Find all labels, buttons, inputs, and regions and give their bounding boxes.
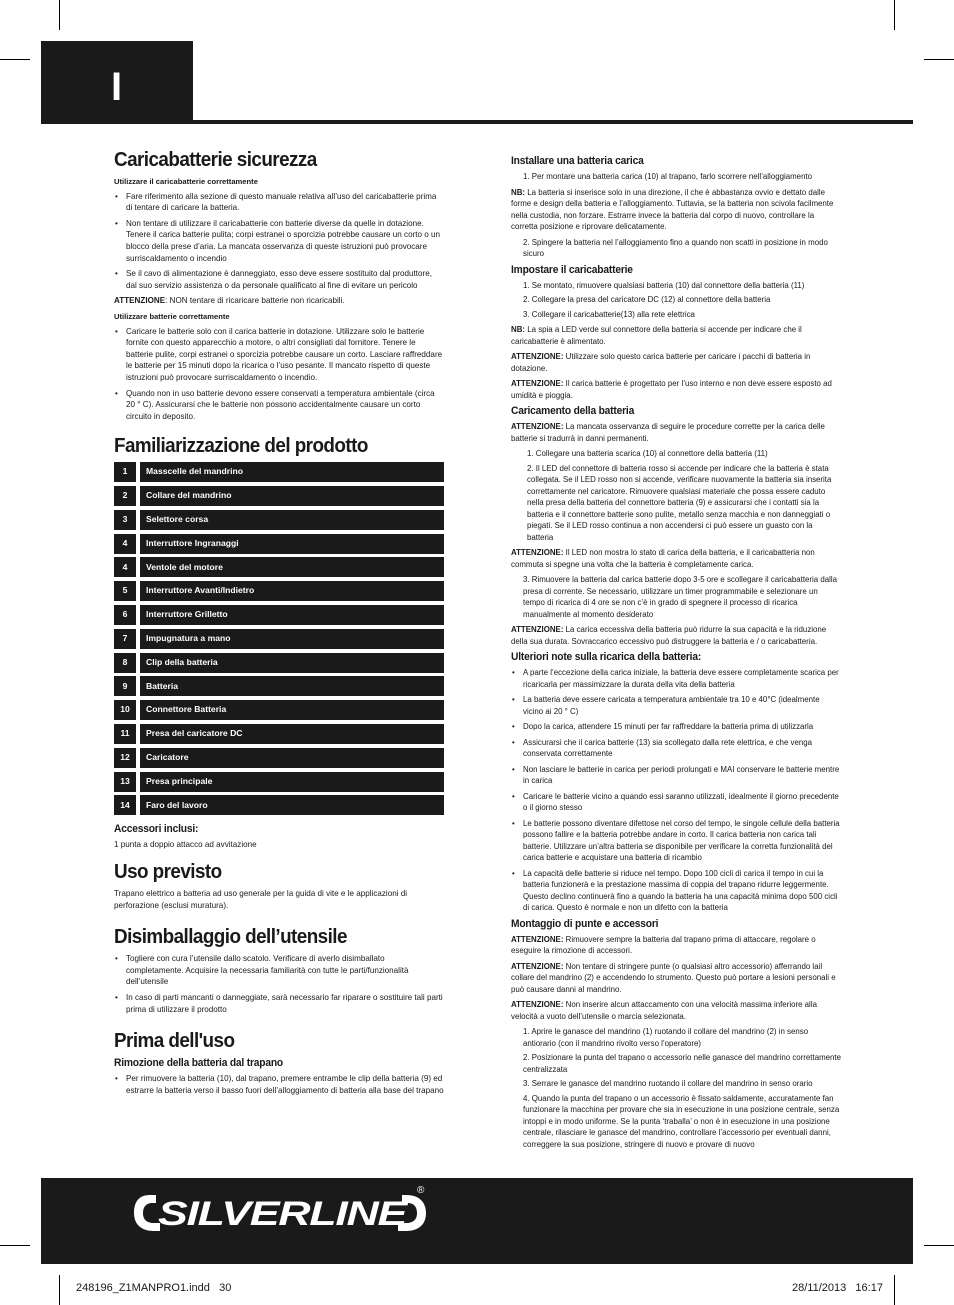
section-title: Familiarizzazione del prodotto: [114, 434, 368, 458]
section-title: Caricabatterie sicurezza: [114, 148, 317, 171]
part-row: [114, 629, 444, 649]
part-name: Interruttore Ingranaggi: [140, 534, 444, 554]
part-name: Interruttore Grilletto: [140, 605, 444, 625]
list-item: • Caricare le batterie solo con il carica batterie in dotazione. Utilizzare solo le batterie fornite con questo apparecchio a motore, o altri consigliati dal fornitore. Tenere le batterie pulite, corpi estranei o sporcizia potrebbe causare un corto. Lasciare raffreddare le batterie per 15 minuti dopo la ricarica o l’uso pesante. Il mancato rispetto di queste istruzioni può provocare surriscaldamento o incendio.: [126, 326, 444, 384]
step-text: 3. Rimuovere la batteria dal carica batterie dopo 3-5 ore e scollegare il caricabatteria dalla presa di corrente. Se necessario, utilizzare un timer programmabile e selezionare un tempo di ricarica di 4 ore se non c’è in grado di spegnere il processo di ricarica manualmente al momento desiderato: [523, 575, 838, 619]
charging-section: [511, 405, 841, 647]
part-name: Collare del mandrino: [140, 486, 444, 506]
crop-mark: [0, 1245, 30, 1246]
list-item: • Le batterie possono diventare difettose nel corso del tempo, le singole cellule della batteria possono fallire e la batteria potrebbe andare in corto. Il carica batteria non carica tali batterie. Utilizzare un’altra batteria se disponibile per verificare la corretta funzionalità del carica batterie e acquistare una batteria di ricambio: [523, 818, 841, 864]
crop-mark: [59, 1275, 60, 1305]
part-name: Selettore corsa: [140, 510, 444, 530]
part-row: [114, 748, 444, 768]
step-text: 3. Serrare le ganasce del mandrino ruotando il collare del mandrino in senso orario: [523, 1079, 813, 1088]
part-row: [114, 557, 444, 577]
list-item: • Fare riferimento alla sezione di questo manuale relativa all’uso del caricabatterie prima di tentare di caricare la batteria.: [126, 191, 444, 214]
before-use-section: [114, 1029, 444, 1096]
warning-text: Il LED non mostra lo stato di carica della batteria, e il caricabatteria non commuta si spegne una volta che la batteria è completamente carica.: [511, 548, 815, 569]
bits-section: [511, 918, 841, 1151]
crop-mark: [924, 1245, 954, 1246]
subsection-title: Impostare il caricabatterie: [511, 263, 633, 276]
warning-label: ATTENZIONE:: [511, 625, 564, 634]
list-item: • Per rimuovere la batteria (10), dal trapano, premere entrambe le clip della batteria (9) ed estrarre la batteria verso il basso fuori dell’alloggiamento di batteria alla base del trapano: [126, 1073, 444, 1096]
unpacking-section: [114, 925, 444, 1015]
part-row: [114, 605, 444, 625]
part-name: Batteria: [140, 676, 444, 696]
list-item: • A parte l’eccezione della carica iniziale, la batteria deve essere completamente scarica per ricaricarla per massimizzare la durata della vita della batteria: [523, 667, 841, 690]
warning-label: ATTENZIONE:: [511, 548, 564, 557]
warning-text: Non inserire alcun attaccamento con una velocità massima inferiore alla velocità a vuoto dell’utensile o marcia selezionata.: [511, 1000, 817, 1021]
list-item: • Quando non in uso batterie devono essere conservati a temperatura ambientale (circa 20 ° C). Assicurarsi che le batterie non possono accidentalmente causare un corto circuito in deposito.: [126, 388, 444, 423]
language-tab: [41, 41, 193, 123]
part-name: Masscelle del mandrino: [140, 462, 444, 482]
warning-paragraph: [511, 547, 841, 570]
part-number: 6: [114, 605, 136, 625]
intended-use-section: [114, 860, 444, 911]
step-text: 3. Collegare il caricabatterie(13) alla rete elettrica: [523, 309, 695, 319]
warning-paragraph: [114, 295, 444, 307]
part-name: Impugnatura a mano: [140, 629, 444, 649]
notes-section: [511, 651, 841, 914]
part-number: 4: [114, 557, 136, 577]
parts-table: [114, 462, 444, 815]
list-item: • Non lasciare le batterie in carica per periodi prolungati e MAI conservare le batterie mentre in carica: [523, 764, 841, 787]
part-row: [114, 676, 444, 696]
part-number: 5: [114, 581, 136, 601]
warning-paragraph: [511, 999, 841, 1022]
part-name: Ventole del motore: [140, 557, 444, 577]
familiarisation-section: [114, 434, 444, 851]
subsection-title: Installare una batteria carica: [511, 155, 644, 167]
part-number: 3: [114, 510, 136, 530]
note-label: NB:: [511, 187, 526, 197]
part-row: [114, 510, 444, 530]
part-name: Interruttore Avanti/Indietro: [140, 581, 444, 601]
registered-mark: ®: [417, 1185, 425, 1196]
warning-text: La mancata osservanza di seguire le procedure corrette per la carica delle batterie si tradurrà in danni permanenti.: [511, 422, 825, 443]
warning-label: ATTENZIONE:: [511, 422, 564, 431]
note-paragraph: [511, 187, 841, 233]
header-rule: [41, 120, 913, 124]
note-text: La batteria si inserisce solo in una direzione, il che è abbastanza ovvio e dettato dalle forme e design della batteria e l’alloggiamento. Tuttavia, se la batteria non scivola facilmente nella custodia, non forzare. Estrarre invece la batteria dal corpo di nuovo, controllare la corretta posizione e riprovare delicatamente.: [511, 187, 834, 231]
part-row: [114, 581, 444, 601]
warning-text: Rimuovere sempre la batteria dal trapano prima di attaccare, regolare o eseguire la rimozione di accessori.: [511, 934, 816, 955]
subsection-title: Caricamento della batteria: [511, 405, 635, 417]
list-item: • Caricare le batterie vicino a quando essi saranno utilizzati, idealmente il giorno precedente o il giorno stesso: [523, 791, 841, 814]
bullet-list: [511, 667, 841, 914]
part-name: Faro del lavoro: [140, 795, 444, 815]
warning-text: La carica eccessiva della batteria può ridurre la sua capacità e la riduzione della sua durata. Sovraccarico eccessivo può distruggere la batteria e / o caricabatteria.: [511, 625, 827, 646]
step-text: 1. Se montato, rimuovere qualsiasi batteria (10) dal connettore della batteria (11): [523, 280, 805, 290]
step-text: 2. Posizionare la punta del trapano o accessorio nelle ganasce del mandrino correttamente centralizzata: [523, 1053, 842, 1074]
part-number: 8: [114, 653, 136, 673]
bullet-list: [114, 191, 444, 292]
step-text: 2. Spingere la batteria nel l’alloggiamento fino a quando non scatti in posizione in modo sicuro: [523, 237, 828, 258]
intended-use-text: Trapano elettrico a batteria ad uso generale per la guida di vite e le applicazioni di perforazione (esclusi muratura).: [114, 889, 408, 910]
part-name: Clip della batteria: [140, 653, 444, 673]
warning-paragraph: [511, 624, 841, 647]
warning-label: ATTENZIONE:: [511, 961, 564, 971]
part-row: [114, 486, 444, 506]
warning-text: Il carica batterie è progettato per l’uso interno e non deve essere esposto ad umidità e pioggia.: [511, 379, 832, 400]
part-number: 13: [114, 772, 136, 792]
brand-name: SILVERLINE: [158, 1195, 410, 1233]
part-row: [114, 534, 444, 554]
crop-mark: [0, 59, 30, 60]
part-row: [114, 700, 444, 720]
step-text: 4. Quando la punta del trapano o un accessorio è fissato saldamente, accuratamente fan funzionare la macchina per provare che sia in esecuzione in una posizione centrale, senza intoppi e in modo uniforme. Se la punta ‘traballa’ o non è in esecuzione in una posizione centrale, rilasciare le ganasce del mandrino, controllare l’accessorio per eventuali danni, correggere la sua posizione, stringere di nuovo e provare di nuovo: [523, 1093, 840, 1149]
subheading: Utilizzare il caricabatterie correttamente: [114, 177, 258, 186]
accessories-text: 1 punta a doppio attacco ad avvitazione: [114, 840, 257, 850]
part-number: 7: [114, 629, 136, 649]
part-number: 2: [114, 486, 136, 506]
subsection-title: Montaggio di punte e accessori: [511, 917, 659, 930]
install-section: [511, 155, 841, 260]
left-column: [114, 148, 444, 1105]
warning-text: : NON tentare di ricaricare batterie non ricaricabili.: [165, 296, 345, 306]
warning-label: ATTENZIONE:: [511, 934, 564, 944]
step-text: 2. Il LED del connettore di batteria rosso si accende per indicare che la batteria è stata collegata. Se il LED rosso non si accende, verificare nuovamente la batteria sia inserita correttamente nel caricatore. Rimuovere qualsiasi materiale che possa essere caduto nella presa della batteria del connettore batteria (9) e assicurarsi che i contatti sia la batteria e il connettore batterie sono pulite, metallo senza macchia e non danneggiati o piegati. Se il LED rosso continua a non accendersi ci può essere un guasto con la batteria: [527, 463, 832, 542]
step-text: 1. Aprire le ganasce del mandrino (1) ruotando il collare del mandrino (2) in senso antiorario (con il mandrino rivolto verso l’operatore): [523, 1027, 809, 1048]
warning-label: ATTENZIONE:: [511, 1000, 564, 1009]
crop-mark: [59, 0, 60, 30]
part-row: [114, 462, 444, 482]
right-column: [511, 152, 841, 1154]
part-name: Caricatore: [140, 748, 444, 768]
list-item: • Dopo la carica, attendere 15 minuti per far raffreddare la batteria prima di utilizzarla: [523, 721, 841, 733]
warning-paragraph: [511, 378, 841, 401]
section-title: Prima dell'uso: [114, 1029, 235, 1053]
list-item: • La batteria deve essere caricata a temperatura ambientale tra 10 e 40°C (idealmente vicino ai 20 ° C): [523, 694, 841, 717]
list-item: • Togliere con cura l’utensile dallo scatolo. Verificare di averlo disimballato completamente. Acquisire la necessaria familiarità con tutte le parti/funzionalità dell’utensile: [126, 953, 444, 988]
warning-label: ATTENZIONE:: [511, 352, 564, 361]
warning-text: Utilizzare solo questo carica batterie per caricare i pacchi di batteria in dotazione.: [511, 352, 811, 373]
list-item: • Se il cavo di alimentazione è danneggiato, esso deve essere sostituito dal produttore, dal suo servizio assistenza o da personale qualificato al fine di evitare un pericolo: [126, 268, 444, 291]
crop-mark: [894, 0, 895, 30]
crop-mark: [894, 1275, 895, 1305]
warning-paragraph: [511, 961, 841, 996]
accessories-title: Accessori inclusi:: [114, 823, 199, 836]
warning-label: ATTENZIONE:: [511, 379, 564, 388]
list-item: • Assicurarsi che il carica batterie (13) sia scollegato dalla rete elettrica, e che venga conservata correttamente: [523, 737, 841, 760]
section-title: Uso previsto: [114, 860, 222, 884]
list-item: • La capacità delle batterie si riduce nel tempo. Dopo 100 cicli di carica il tempo in cui la batteria funzionerà e la prestazione massima di coppia del trapano ridurre leggermente. Questo declino continuerà fino a quando la batteria ha una capacità minima dopo 500 cicli di carica. Questo è normale e non un difetto con la batteria: [523, 868, 841, 914]
language-letter: I: [111, 65, 123, 109]
part-number: 1: [114, 462, 136, 482]
list-item: • In caso di parti mancanti o danneggiate, sarà necessario far riparare o sostituire tali parti prima di utilizzare il prodotto: [126, 992, 444, 1015]
footer-file-info: 248196_Z1MANPRO1.indd 30: [76, 1282, 232, 1294]
list-item: • Non tentare di utilizzare il caricabatterie con batterie diverse da quelle in dotazione. Tenere il carica batterie pulita; corpi estranei o sporcizia potrebbe causare un corto o un blocco della prese d’aria. La mancata osservanza di queste istruzioni può provocare surriscaldamento o incendio: [126, 218, 444, 264]
part-name: Connettore Batteria: [140, 700, 444, 720]
section-title: Disimballaggio dell’utensile: [114, 925, 347, 949]
bullet-list: [114, 326, 444, 423]
step-text: 2. Collegare la presa del caricatore DC (12) al connettore della batteria: [523, 295, 771, 304]
bullet-list: [114, 1073, 444, 1096]
note-paragraph: [511, 324, 841, 347]
part-name: Presa principale: [140, 772, 444, 792]
part-name: Presa del caricatore DC: [140, 724, 444, 744]
part-number: 14: [114, 795, 136, 815]
footer-date-info: 28/11/2013 16:17: [792, 1282, 883, 1294]
part-number: 12: [114, 748, 136, 768]
note-text: La spia a LED verde sul connettore della batteria si accende per indicare che il caricabatterie è alimentato.: [511, 325, 802, 346]
charger-safety-section: [114, 148, 444, 422]
part-number: 11: [114, 724, 136, 744]
part-number: 10: [114, 700, 136, 720]
step-text: 1. Per montare una batteria carica (10) al trapano, farlo scorrere nell’alloggiamento: [523, 172, 813, 181]
warning-paragraph: [511, 421, 841, 444]
bullet-list: [114, 953, 444, 1015]
warning-label: ATTENZIONE: [114, 296, 166, 306]
warning-paragraph: [511, 934, 841, 957]
step-text: 1. Collegare una batteria scarica (10) al connettore della batteria (11): [527, 449, 768, 458]
part-row: [114, 772, 444, 792]
silverline-logo: [130, 1189, 430, 1237]
subsection-title: Rimozione della batteria dal trapano: [114, 1057, 283, 1070]
warning-paragraph: [511, 351, 841, 374]
part-row: [114, 724, 444, 744]
part-row: [114, 795, 444, 815]
setup-section: [511, 264, 841, 402]
part-number: 9: [114, 676, 136, 696]
subheading: Utilizzare batterie correttamente: [114, 311, 230, 321]
note-label: NB:: [511, 325, 526, 334]
warning-text: Non tentare di stringere punte (o qualsiasi altro accessorio) afferrando lail collare del mandrino (2) e accendendo lo strumento. Questo può portare a lesioni personali e può causare danni al mandrino.: [511, 961, 836, 994]
subsection-title: Ulteriori note sulla ricarica della batteria:: [511, 651, 702, 663]
part-row: [114, 653, 444, 673]
crop-mark: [924, 59, 954, 60]
part-number: 4: [114, 534, 136, 554]
